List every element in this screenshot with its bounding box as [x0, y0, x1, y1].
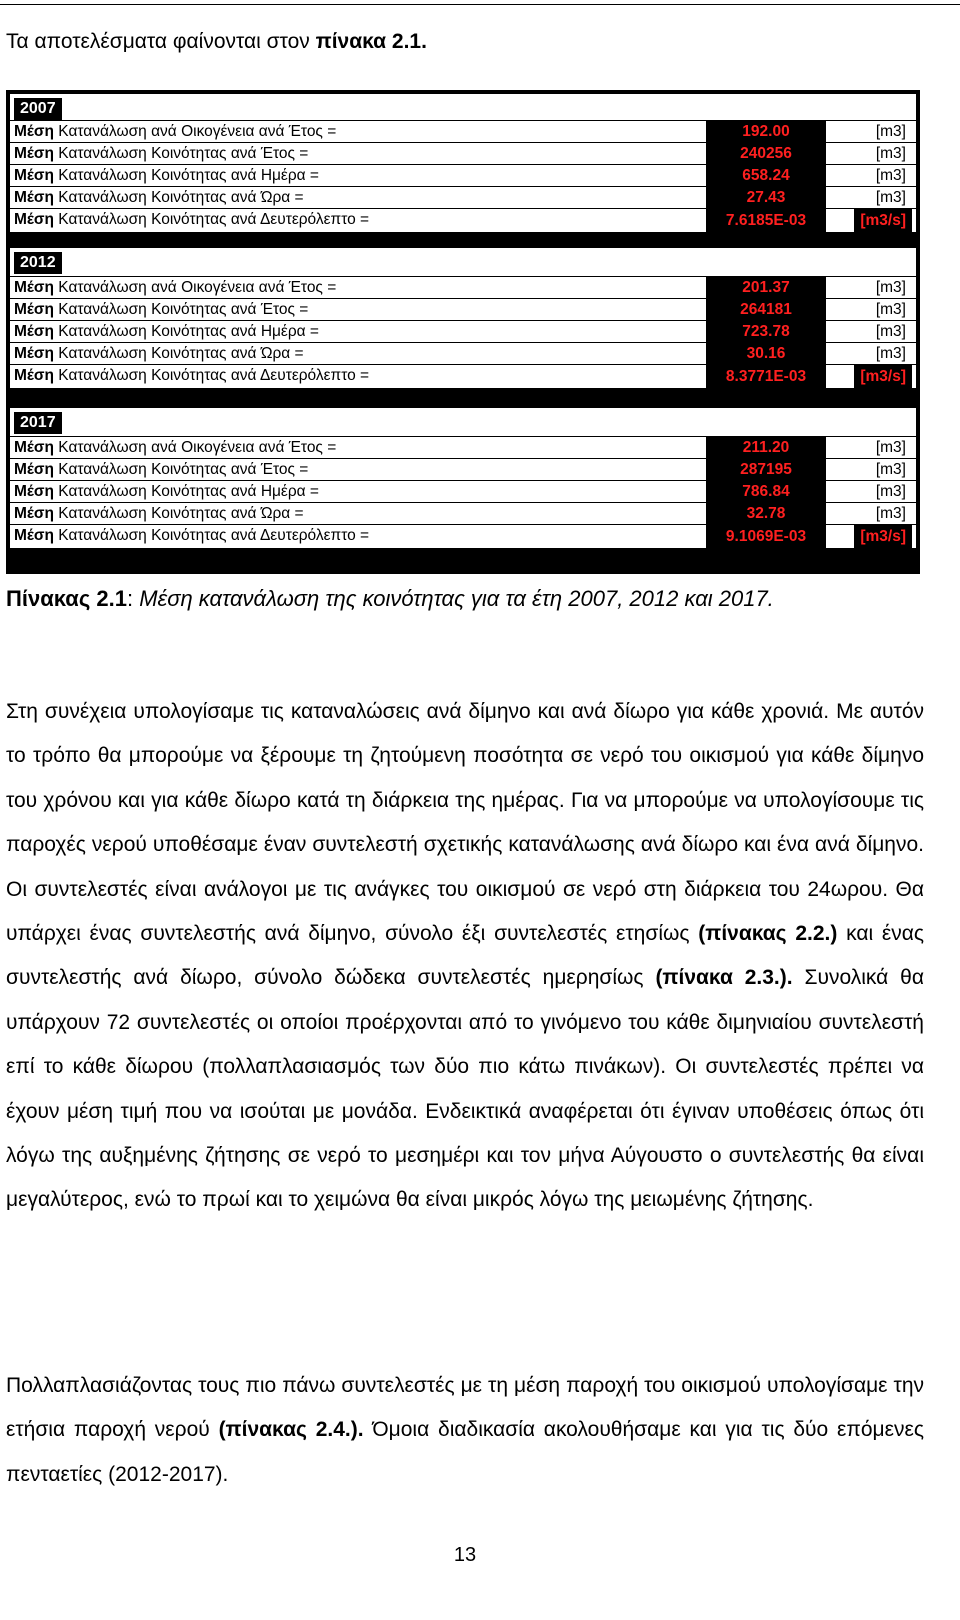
row-label: Μέση Κατανάλωση Κοινότητας ανά Ώρα = — [14, 345, 304, 362]
row-unit: [m3] — [875, 505, 906, 522]
table-caption: Πίνακας 2.1: Μέση κατανάλωση της κοινότητας για τα έτη 2007, 2012 και 2017. — [6, 586, 774, 611]
row-value: 287195 — [706, 459, 826, 480]
consumption-table — [6, 90, 920, 574]
row-unit: [m3] — [875, 483, 906, 500]
row-label: Μέση Κατανάλωση Κοινότητας ανά Ώρα = — [14, 189, 304, 206]
row-unit: [m3] — [875, 301, 906, 318]
row-label: Μέση Κατανάλωση ανά Οικογένεια ανά Έτος = — [14, 439, 337, 456]
row-unit: [m3] — [875, 461, 906, 478]
table-row — [10, 164, 916, 186]
row-label: Μέση Κατανάλωση Κοινότητας ανά Έτος = — [14, 461, 309, 478]
table-row — [10, 436, 916, 458]
row-value: 240256 — [706, 143, 826, 164]
table-row — [10, 524, 916, 546]
paragraph-coefficients: Στη συνέχεια υπολογίσαμε τις καταναλώσεις ανά δίμηνο και ανά δίωρο για κάθε χρονιά. Με αυτόν το τρόπο θα μπορούμε να ξέρουμε τη ζητούμενη ποσότητα σε νερό του οικισμού για κάθε δίμηνο του χρόνου και για κάθε δίωρο κατά τη διάρκεια της ημέρας. Για να μπορούμε να υπολογίσουμε τις παροχές νερού υποθέσαμε έναν συντελεστή σχετικής κατανάλωσης ανά δίωρο και ένα ανά δίμηνο. Οι συντελεστές είναι ανάλογοι με τις ανάγκες του οικισμού σε νερό στη διάρκεια του 24ωρου. Θα υπάρχει ένας συντελεστής ανά δίμηνο, σύνολο έξι συντελεστές ετησίως (πίνακας 2.2.) και ένας συντελεστής ανά δίωρο, σύνολο δώδεκα συντελεστές ημερησίως (πίνακα 2.3.). Συνολικά θα υπάρχουν 72 συντελεστές οι οποίοι προέρχονται από το γινόμενο του κάθε διμηνιαίου συντελεστή επί το κάθε δίωρου (πολλαπλασιασμός των δύο πιο κάτω πινάκων). Οι συντελεστές πρέπει να έχουν μέση τιμή που να ισούται με μονάδα. Ενδεικτικά αναφέρεται ότι έγιναν υποθέσεις όπως ότι λόγω της αυξημένης ζήτησης σε νερό το μεσημέρι και τον μήνα Αύγουστο ο συντελεστής θα είναι μεγαλύτερος, ενώ το πρωί και το χειμώνα θα είναι μικρός λόγω της μειωμένης ζήτησης. — [6, 700, 925, 1212]
row-unit: [m3] — [875, 279, 906, 296]
table-row — [10, 458, 916, 480]
table-row — [10, 320, 916, 342]
row-label: Μέση Κατανάλωση Κοινότητας ανά Έτος = — [14, 301, 309, 318]
row-value: 30.16 — [706, 343, 826, 364]
section-2007 — [10, 94, 916, 232]
row-value: 192.00 — [706, 121, 826, 142]
table-row — [10, 120, 916, 142]
row-label: Μέση Κατανάλωση Κοινότητας ανά Ώρα = — [14, 505, 304, 522]
year-tag: 2007 — [14, 98, 62, 120]
table-row — [10, 208, 916, 230]
row-value: 201.37 — [706, 277, 826, 298]
row-unit: [m3] — [875, 167, 906, 184]
row-value: 723.78 — [706, 321, 826, 342]
row-label: Μέση Κατανάλωση Κοινότητας ανά Δευτερόλεπτο = — [14, 211, 370, 228]
table-row — [10, 276, 916, 298]
row-label: Μέση Κατανάλωση Κοινότητας ανά Ημέρα = — [14, 483, 319, 500]
row-value: 7.6185E-03 — [706, 209, 826, 233]
row-value: 9.1069E-03 — [706, 525, 826, 549]
row-unit: [m3] — [875, 345, 906, 362]
paragraph-annual-flow: Πολλαπλασιάζοντας τους πιο πάνω συντελεστές με τη μέση παροχή του οικισμού υπολογίσαμε την ετήσια παροχή νερού (πίνακας 2.4.). Όμοια διαδικασία ακολουθήσαμε και για τις δύο επόμενες πενταετίες (2012-2017). — [6, 1374, 924, 1486]
intro-text: Τα αποτελέσματα φαίνονται στον πίνακα 2.1. — [6, 30, 427, 53]
row-value: 27.43 — [706, 187, 826, 208]
row-value: 211.20 — [706, 437, 826, 458]
row-unit: [m3] — [875, 323, 906, 340]
table-row — [10, 142, 916, 164]
row-value: 658.24 — [706, 165, 826, 186]
row-unit: [m3] — [875, 439, 906, 456]
row-value: 786.84 — [706, 481, 826, 502]
row-label: Μέση Κατανάλωση Κοινότητας ανά Δευτερόλεπτο = — [14, 527, 370, 544]
page-number: 13 — [453, 1544, 477, 1566]
table-row — [10, 186, 916, 208]
table-row — [10, 502, 916, 524]
row-unit: [m3/s] — [854, 365, 912, 389]
row-unit: [m3/s] — [854, 525, 912, 549]
top-rule — [0, 4, 960, 5]
row-unit: [m3] — [875, 123, 906, 140]
row-value: 8.3771E-03 — [706, 365, 826, 389]
row-label: Μέση Κατανάλωση ανά Οικογένεια ανά Έτος = — [14, 279, 337, 296]
row-value: 32.78 — [706, 503, 826, 524]
row-label: Μέση Κατανάλωση Κοινότητας ανά Δευτερόλεπτο = — [14, 367, 370, 384]
row-label: Μέση Κατανάλωση Κοινότητας ανά Έτος = — [14, 145, 309, 162]
row-label: Μέση Κατανάλωση Κοινότητας ανά Ημέρα = — [14, 323, 319, 340]
table-row — [10, 480, 916, 502]
row-unit: [m3] — [875, 189, 906, 206]
table-row — [10, 342, 916, 364]
section-2017 — [10, 408, 916, 548]
row-value: 264181 — [706, 299, 826, 320]
year-tag: 2017 — [14, 412, 62, 434]
row-label: Μέση Κατανάλωση Κοινότητας ανά Ημέρα = — [14, 167, 319, 184]
row-label: Μέση Κατανάλωση ανά Οικογένεια ανά Έτος = — [14, 123, 337, 140]
table-row — [10, 364, 916, 386]
section-2012 — [10, 248, 916, 388]
year-tag: 2012 — [14, 252, 62, 274]
table-row — [10, 298, 916, 320]
row-unit: [m3] — [875, 145, 906, 162]
row-unit: [m3/s] — [854, 209, 912, 233]
